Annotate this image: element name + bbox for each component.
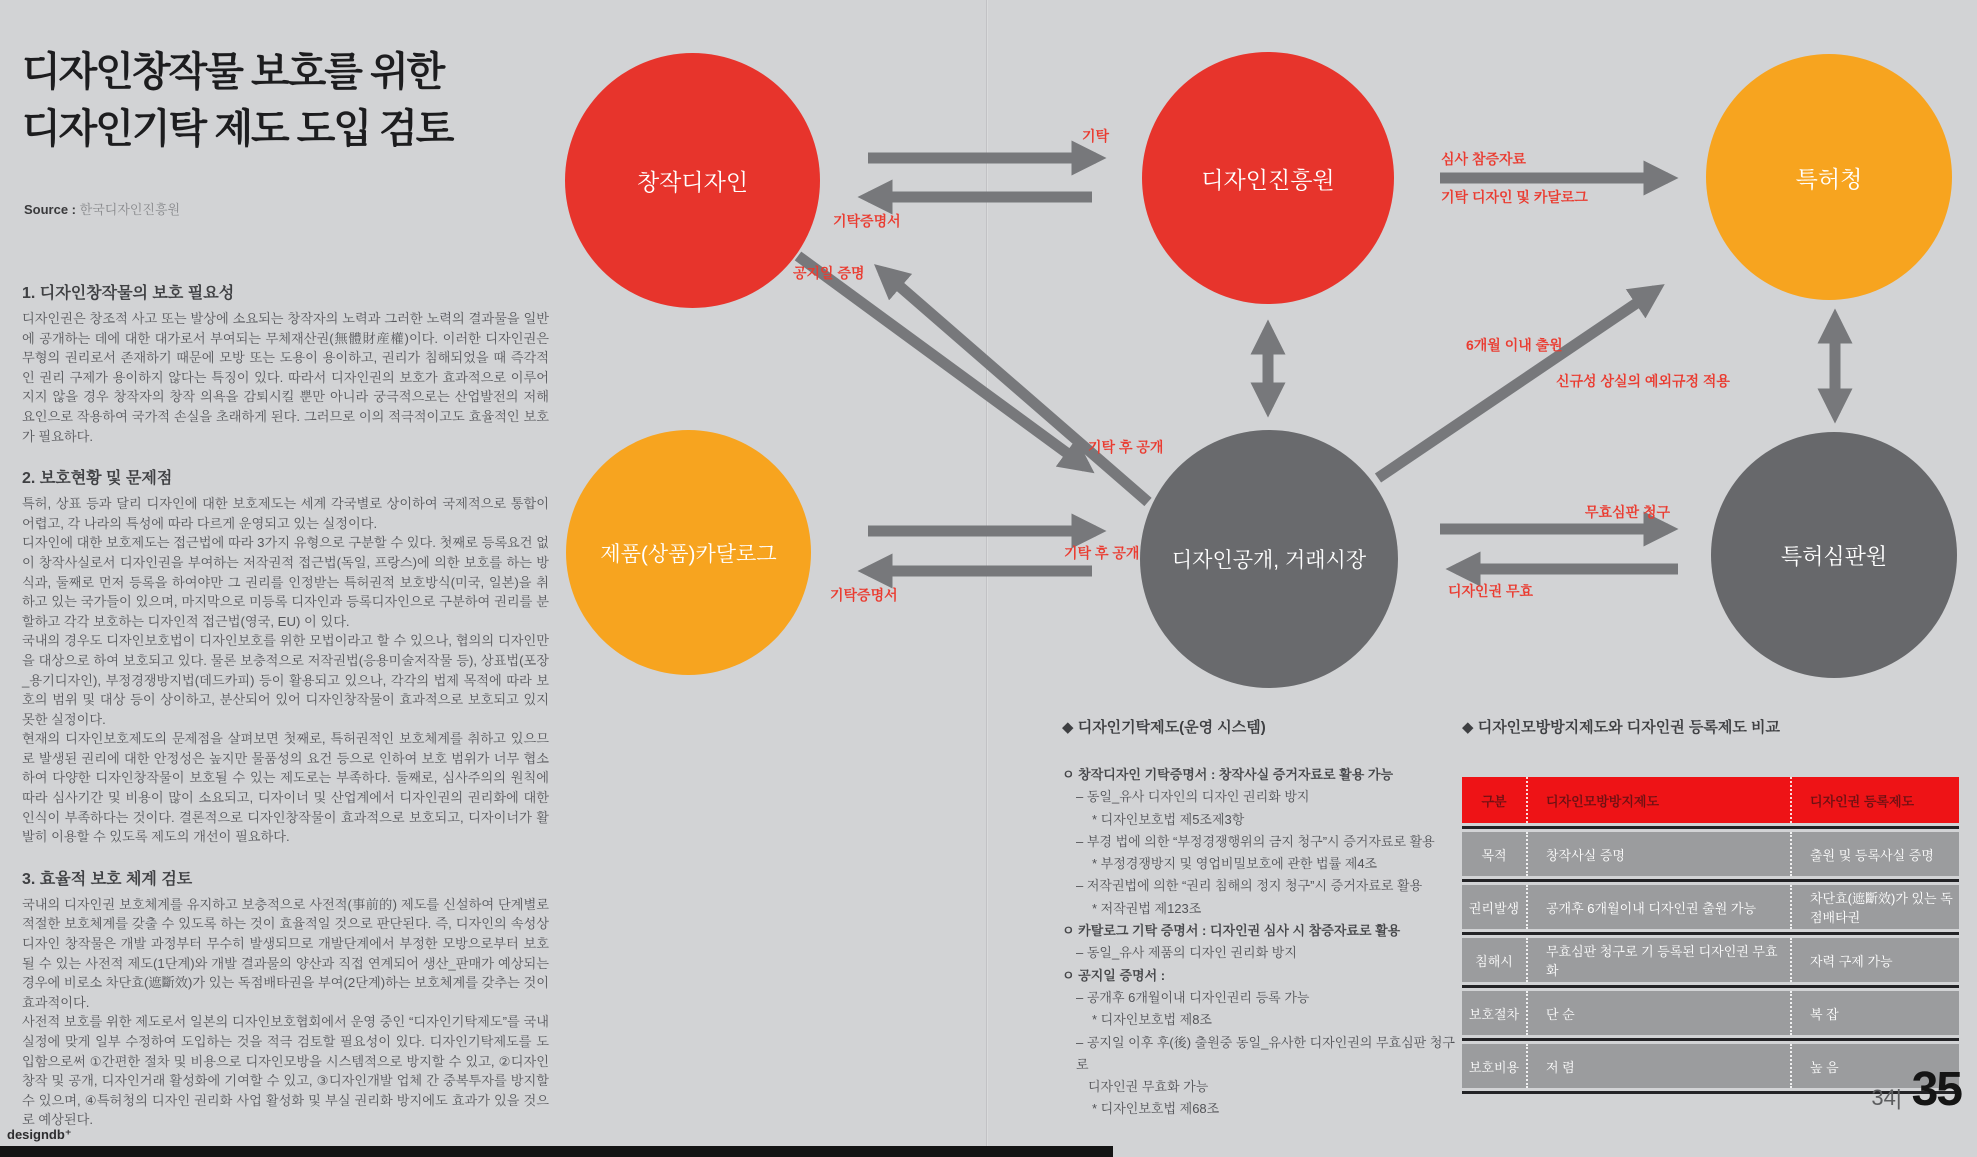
row-divider (1462, 985, 1959, 988)
deposit-system-list (1062, 764, 1462, 1121)
table-cell: 권리발생 (1468, 900, 1520, 916)
edge-label-open-after-deposit-diagonal: 기탁 후 공개 (1088, 439, 1164, 455)
edge-label-deposited-design-and-catalog: 기탁 디자인 및 카달로그 (1441, 189, 1588, 205)
section-heading: 1. 디자인창작물의 보호 필요성 (22, 285, 235, 302)
section-paragraph: 디자인에 대한 보호제도는 접근법에 따라 3가지 유형으로 구분할 수 있다. 첫째로 등록요건 없이 창작사실로서 디자인권을 부여하는 저작권적 접근법(독일, 프랑스)에 의한 보호를 하는 방식과, 둘째로 먼저 등록을 하여야만 그 권리를 인정받는 특허권적 보호방식(미국, 일본)을 취하고 있는 국가들이 있으며, 마지막으로 미등록 디자인과 등록디자인으로 구분하여 권리를 분할하고 각각 보호하는 디자인적 접근법(영국, EU) 이 있다. (22, 535, 549, 629)
edge-label-file-within-6-months: 6개월 이내 출원 (1466, 337, 1563, 353)
section-paragraph: 디자인권은 창조적 사고 또는 발상에 소요되는 창작자의 노력과 그러한 노력의 결과물을 일반에 공개하는 데에 대한 대가로서 부여되는 무체재산권(無體財産權)이다. 이러한 디자인권은 무형의 권리로서 존재하기 때문에 모방 또는 도용이 용이하고, 권리가 침해되었을 때 즉각적인 권리 구제가 용이하지 않다는 특징이 있다. 따라서 디자인권의 보호가 효과적으로 이루어지지 않을 경우 창작자의 창작 의욕을 감퇴시킬 뿐만 아니라 궁극적으로는 산업발전의 저해 요인으로 작용하여 국가적 손실을 초래하게 된다. 그러므로 이의 적극적이고도 효율적인 보호가 필요하다. (22, 311, 549, 444)
arrow-open-after-deposit-diagonal (798, 256, 1086, 467)
node-label: 디자인진흥원 (1201, 166, 1335, 193)
list-item: * 디자인보호법 제8조 (1092, 1012, 1212, 1028)
node-patent-office (1706, 54, 1952, 300)
list-item: – 공개후 6개월이내 디자인권리 등록 가능 (1076, 989, 1310, 1005)
table-cell: 단 순 (1526, 991, 1790, 1035)
table-row (1462, 938, 1959, 982)
table-header-row (1462, 777, 1959, 823)
node-patent-tribunal (1711, 432, 1957, 678)
node-label: 창작디자인 (636, 169, 749, 195)
table-cell: 높 음 (1790, 1044, 1959, 1088)
source-label: Source : (24, 202, 77, 217)
deposit-system-title: ◆ 디자인기탁제도(운영 시스템) (1062, 719, 1266, 736)
node-design-open-market (1140, 430, 1398, 688)
list-item: * 디자인보호법 제68조 (1092, 1101, 1220, 1117)
comparison-table (1462, 777, 1959, 1094)
page-title-line2: 디자인기탁 제도 도입 검토 (22, 107, 453, 151)
list-item: – 동일_유사 디자인의 디자인 권리화 방지 (1076, 789, 1310, 805)
source-value: 한국디자인진흥원 (79, 202, 181, 217)
edge-label-open-after-deposit-horizontal: 기탁 후 공개 (1064, 545, 1140, 561)
table-cell: 복 잡 (1790, 991, 1959, 1035)
section-paragraph: 국내의 디자인권 보호체계를 유지하고 보충적으로 사전적(事前的) 제도를 신설하여 단계별로 적절한 보호체계를 갖출 수 있도록 하는 것이 효율적일 것으로 판단된다. 즉, 디자인의 속성상 디자인 창작물은 개발 과정부터 무수히 발생되므로 개발단계에서 부정한 모방으로부터 보호될 수 있는 사전적 제도(1단계)와 개발 결과물의 양산과 직접 연계되어 생산_판매가 예상되는 경우에 비로소 차단효(遮斷效)가 있는 독점배타권을 부여(2단계)하는 보호체계를 갖추는 것이 효과적이다. (22, 896, 549, 1010)
table-row (1462, 991, 1959, 1035)
edge-label-deposit: 기탁 (1082, 128, 1110, 144)
bottom-black-bar (0, 1146, 1113, 1157)
node-design-promotion-agency (1142, 52, 1394, 304)
node-label: 디자인공개, 거래시장 (1171, 549, 1367, 572)
table-header-cell: 구분 (1481, 793, 1507, 809)
list-item: – 저작권법에 의한 “권리 침해의 정지 청구”시 증거자료로 활용 (1076, 878, 1423, 894)
table-cell: 침해시 (1475, 953, 1513, 969)
section-paragraph: 현재의 디자인보호제도의 문제점을 살펴보면 첫째로, 특허권적인 보호체계를 취하고 있으므로 발생된 권리에 대한 안정성은 높지만 물품성의 요건 등으로 인하여 보호 범위가 너무 협소하여 다양한 디자인창작물이 보호될 수 있는 제도로는 부족하다. 둘째로, 심사주의의 원칙에 따라 심사기간 및 비용이 많이 소요되고, 디자이너 및 산업계에서 디자인권의 권리화에 대한 인식이 부족하다는 것이다. 결론적으로 디자인창작물이 효과적으로 보호되고, 디자이너가 활발히 이용할 수 있도록 제도의 개선이 필요하다. (22, 731, 549, 845)
row-divider (1462, 932, 1959, 935)
page-title-line1: 디자인창작물 보호를 위한 (22, 50, 444, 94)
section-paragraph: 사전적 보호를 위한 제도로서 일본의 디자인보호협회에서 운영 중인 “디자인기탁제도”를 국내 실정에 맞게 일부 수정하여 도입하는 것을 적극 검토할 필요성이 있다. 디자인기탁제도를 도입함으로써 ①간편한 절차 및 비용으로 디자인모방을 시스템적으로 방지할 수 있고, ②디자인 창작 및 공개, 디자인거래 활성화에 기여할 수 있고, ③디자인개발 업체 간 중복투자를 방지할 수 있으며, ④특허청의 디자인 권리화 사업 활성화 및 부실 권리화 방지에도 효과가 있을 것으로 예상된다. (22, 1014, 549, 1128)
edge-label-novelty-loss-exception: 신규성 상실의 예외규정 적용 (1556, 373, 1730, 389)
page-numbers (1871, 1062, 1961, 1117)
list-item: – 동일_유사 제품의 디자인 권리화 방지 (1076, 945, 1297, 961)
comparison-title: ◆ 디자인모방방지제도와 디자인권 등록제도 비교 (1462, 719, 1781, 736)
source-line (24, 199, 180, 218)
section-current-status (22, 469, 549, 847)
page-fold-divider (986, 0, 988, 1157)
row-divider (1462, 1038, 1959, 1041)
brand-designdb: designdb⁺ (7, 1127, 72, 1142)
node-label: 특허심판원 (1780, 543, 1888, 569)
list-item: * 저작권법 제123조 (1092, 900, 1202, 916)
section-paragraph: 특허, 상표 등과 달리 디자인에 대한 보호제도는 세계 각국별로 상이하여 국제적으로 통합이 어렵고, 각 나라의 특성에 따라 다르게 운영되고 있는 실정이다. (22, 496, 549, 531)
table-cell: 자력 구제 가능 (1790, 938, 1959, 982)
list-item: * 부정경쟁방지 및 영업비밀보호에 관한 법률 제4조 (1092, 856, 1378, 872)
edge-label-invalidation-request: 무효심판 청구 (1585, 504, 1671, 520)
edge-label-design-right-invalid: 디자인권 무효 (1448, 583, 1534, 599)
row-divider (1462, 879, 1959, 882)
page-number-right: 35 (1911, 1063, 1961, 1116)
table-cell: 창작사실 증명 (1526, 832, 1790, 876)
deposit-system-panel (1062, 716, 1462, 1121)
edge-label-exam-reference: 심사 참증자료 (1441, 151, 1527, 167)
table-cell: 저 렴 (1526, 1044, 1790, 1088)
section-paragraph: 국내의 경우도 디자인보호법이 디자인보호를 위한 모법이라고 할 수 있으나, 협의의 디자인만을 대상으로 하여 보호되고 있다. 물론 보충적으로 저작권법(응용미술저작물 등), 상표법(포장_용기디자인), 부정경쟁방지법(데드카피) 등이 활용되고 있으나, 각각의 법제 목적에 따라 보호의 범위 및 대상 등이 상이하고, 분산되어 있어 디자인창작물이 효과적으로 보호되고 있지 못한 실정이다. (22, 633, 549, 727)
node-label: 특허청 (1795, 165, 1863, 192)
list-item: ㅇ 카탈로그 기탁 증명서 : 디자인권 심사 시 참증자료로 활용 (1062, 923, 1401, 939)
section-efficient-system (22, 870, 549, 1130)
table-row (1462, 832, 1959, 876)
table-header-cell: 디자인모방방지제도 (1526, 777, 1790, 823)
page-number-left: 34| (1871, 1085, 1902, 1110)
edge-label-deposit-certificate-upper: 기탁증명서 (833, 213, 901, 229)
table-cell: 출원 및 등록사실 증명 (1790, 832, 1959, 876)
table-cell: 공개후 6개월이내 디자인권 출원 가능 (1526, 885, 1790, 929)
list-item: ㅇ 공지일 증명서 : (1062, 967, 1166, 983)
list-item: 디자인권 무효화 가능 (1088, 1079, 1209, 1095)
table-cell: 보호비용 (1468, 1059, 1520, 1075)
section-heading: 3. 효율적 보호 체계 검토 (22, 870, 193, 888)
article-body (22, 284, 549, 1153)
section-heading: 2. 보호현황 및 문제점 (22, 470, 173, 488)
edge-label-deposit-certificate-lower: 기탁증명서 (830, 587, 898, 603)
comparison-panel (1462, 716, 1959, 1097)
list-item: – 공지일 이후 후(後) 출원중 동일_유사한 디자인권의 무효심판 청구로 (1076, 1034, 1455, 1072)
node-label: 제품(상품)카달로그 (600, 542, 777, 566)
arrow-notice-date-proof (882, 271, 1148, 502)
node-product-catalog (566, 430, 811, 675)
node-creative-design (565, 53, 820, 308)
table-row (1462, 885, 1959, 929)
list-item: * 디자인보호법 제5조제3항 (1092, 811, 1245, 827)
table-header-cell: 디자인권 등록제도 (1790, 777, 1959, 823)
list-item: ㅇ 창작디자인 기탁증명서 : 창작사실 증거자료로 활용 가능 (1062, 767, 1394, 782)
table-cell: 무효심판 청구로 기 등록된 디자인권 무효화 (1526, 938, 1790, 982)
row-divider (1462, 826, 1959, 829)
table-cell: 보호절차 (1468, 1006, 1520, 1022)
page-title (22, 44, 562, 158)
table-cell: 차단효(遮斷效)가 있는 독점배타권 (1790, 885, 1959, 929)
table-cell: 목적 (1481, 847, 1507, 863)
edge-label-notice-date-proof: 공지일 증명 (793, 265, 865, 281)
section-need-for-protection (22, 284, 549, 446)
list-item: – 부경 법에 의한 “부정경쟁행위의 금지 청구”시 증거자료로 활용 (1076, 833, 1435, 849)
